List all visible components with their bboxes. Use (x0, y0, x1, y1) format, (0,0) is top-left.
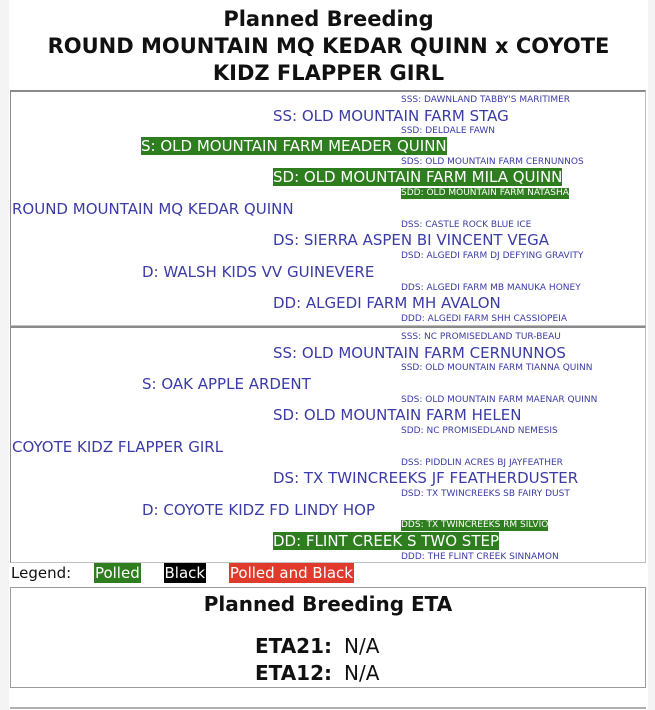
pedigree-sds[interactable]: SDS: OLD MOUNTAIN FARM CERNUNNOS (401, 157, 584, 167)
eta21-label: ETA21: (254, 634, 332, 658)
pedigree-s[interactable]: S: OLD MOUNTAIN FARM MEADER QUINN (141, 137, 447, 155)
pedigree-sdd[interactable]: SDD: OLD MOUNTAIN FARM NATASHA (401, 188, 569, 198)
pedigree-ds[interactable]: DS: SIERRA ASPEN BI VINCENT VEGA (273, 231, 549, 249)
eta-title: Planned Breeding ETA (203, 592, 453, 616)
pedigree-d[interactable]: D: WALSH KIDS VV GUINEVERE (142, 263, 375, 281)
eta-panel (10, 587, 646, 688)
pedigree-sss[interactable]: SSS: DAWNLAND TABBY'S MARITIMER (401, 95, 571, 105)
pedigree-ssd[interactable]: SSD: OLD MOUNTAIN FARM TIANNA QUINN (401, 363, 593, 373)
pedigree-ssd[interactable]: SSD: DELDALE FAWN (401, 126, 496, 136)
pedigree-sdd[interactable]: SDD: NC PROMISEDLAND NEMESIS (401, 426, 558, 436)
pedigree-ss[interactable]: SS: OLD MOUNTAIN FARM STAG (273, 107, 509, 125)
pedigree-dsd[interactable]: DSD: ALGEDI FARM DJ DEFYING GRAVITY (401, 251, 584, 261)
pedigree-sds[interactable]: SDS: OLD MOUNTAIN FARM MAENAR QUINN (401, 395, 598, 405)
dam-pedigree (10, 326, 646, 563)
legend-black: Black (164, 564, 206, 582)
pedigree-ddd[interactable]: DDD: ALGEDI FARM SHH CASSIOPEIA (401, 314, 567, 324)
pedigree-ss[interactable]: SS: OLD MOUNTAIN FARM CERNUNNOS (273, 344, 566, 362)
pedigree-dd[interactable]: DD: FLINT CREEK S TWO STEP (273, 532, 500, 550)
pedigree-dss[interactable]: DSS: PIDDLIN ACRES BJ JAYFEATHER (401, 458, 563, 468)
legend (11, 563, 354, 583)
eta12-value: N/A (344, 661, 380, 685)
pedigree-sd[interactable]: SD: OLD MOUNTAIN FARM MILA QUINN (273, 168, 563, 186)
pedigree-s[interactable]: S: OAK APPLE ARDENT (142, 375, 311, 393)
page (9, 0, 648, 710)
title-line-3: KIDZ FLAPPER GIRL (212, 61, 445, 85)
eta21-value: N/A (344, 634, 380, 658)
title-line-1: Planned Breeding (223, 7, 434, 31)
pedigree-dsd[interactable]: DSD: TX TWINCREEKS SB FAIRY DUST (401, 489, 570, 499)
pedigree-dds[interactable]: DDS: TX TWINCREEKS RM SILVIO (401, 520, 549, 530)
pedigree-dss[interactable]: DSS: CASTLE ROCK BLUE ICE (401, 220, 532, 230)
eta21-row (11, 633, 645, 660)
pedigree-sss[interactable]: SSS: NC PROMISEDLAND TUR-BEAU (401, 332, 561, 342)
eta12-row (11, 660, 645, 687)
title-line-2: ROUND MOUNTAIN MQ KEDAR QUINN x COYOTE (47, 34, 610, 58)
pedigree-dds[interactable]: DDS: ALGEDI FARM MB MANUKA HONEY (401, 283, 581, 293)
pedigree-dd[interactable]: DD: ALGEDI FARM MH AVALON (273, 294, 501, 312)
pedigree-ds[interactable]: DS: TX TWINCREEKS JF FEATHERDUSTER (273, 469, 579, 487)
page-title (9, 6, 648, 87)
legend-polled-and-black: Polled and Black (229, 564, 353, 582)
legend-polled: Polled (94, 564, 140, 582)
pedigree-ddd[interactable]: DDD: THE FLINT CREEK SINNAMON (401, 552, 559, 562)
eta12-label: ETA12: (254, 661, 332, 685)
pedigree-animal[interactable]: ROUND MOUNTAIN MQ KEDAR QUINN (12, 200, 294, 218)
pedigree-sd[interactable]: SD: OLD MOUNTAIN FARM HELEN (273, 406, 522, 424)
pedigree-d[interactable]: D: COYOTE KIDZ FD LINDY HOP (142, 501, 375, 519)
divider (10, 707, 646, 709)
sire-pedigree (10, 90, 646, 326)
legend-label: Legend: (11, 564, 72, 582)
pedigree-animal[interactable]: COYOTE KIDZ FLAPPER GIRL (12, 438, 224, 456)
